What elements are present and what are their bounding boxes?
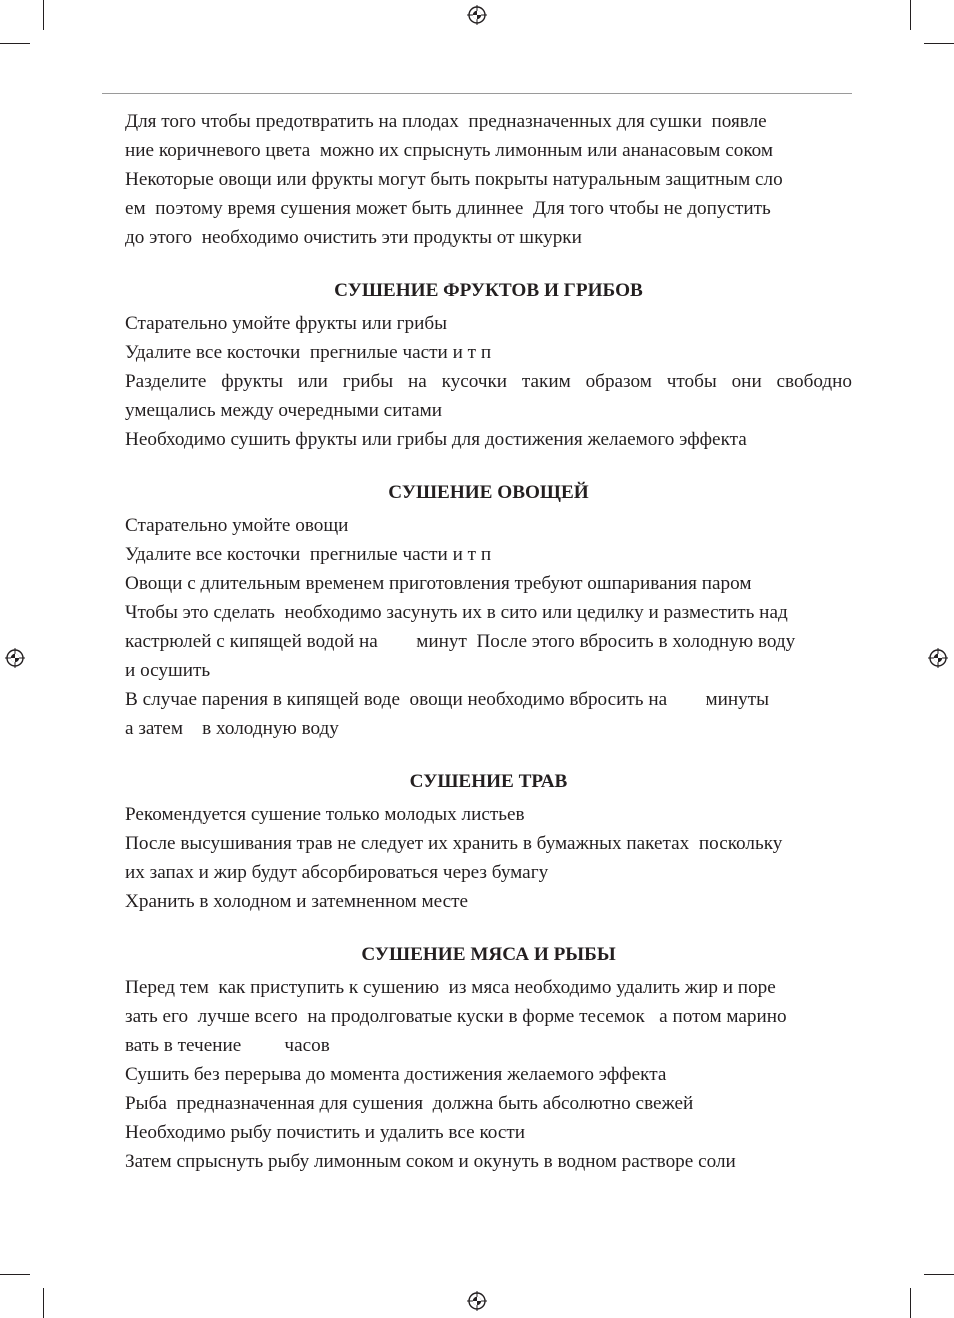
text-line: Затем спрыснуть рыбу лимонным соком и окунуть в водном растворе соли bbox=[125, 1151, 736, 1172]
text-line: вать в течение часов bbox=[125, 1035, 330, 1056]
section-heading: СУШЕНИЕ ТРАВ bbox=[409, 771, 568, 792]
section-meat-fish bbox=[125, 940, 852, 1176]
text-line: а затем в холодную воду bbox=[125, 718, 339, 739]
text-line: Чтобы это сделать необходимо засунуть их в сито или цедилку и разместить над bbox=[125, 602, 788, 623]
text-line: Рекомендуется сушение только молодых листьев bbox=[125, 804, 525, 825]
crop-mark-bottom-right-vertical bbox=[910, 1288, 911, 1318]
section-fruits-mushrooms bbox=[125, 276, 852, 454]
section-heading: СУШЕНИЕ ОВОЩЕЙ bbox=[388, 482, 589, 503]
text-line: до этого необходимо очистить эти продукты от шкурки bbox=[125, 227, 582, 248]
section-vegetables bbox=[125, 478, 852, 743]
text-line: кастрюлей с кипящей водой на минут После этого вбросить в холодную воду bbox=[125, 631, 796, 652]
section-herbs bbox=[125, 767, 852, 916]
text-line: Старательно умойте фрукты или грибы bbox=[125, 313, 448, 334]
section-heading: СУШЕНИЕ МЯСА И РЫБЫ bbox=[361, 944, 616, 965]
text-line: Перед тем как приступить к сушению из мяса необходимо удалить жир и поре bbox=[125, 977, 776, 998]
text-line: Удалите все косточки прегнилые части и т п bbox=[125, 544, 492, 565]
text-line: Рыба предназначенная для сушения должна быть абсолютно свежей bbox=[125, 1093, 694, 1114]
crop-mark-top-right-vertical bbox=[910, 0, 911, 30]
text-line: Сушить без перерыва до момента достижения желаемого эффекта bbox=[125, 1064, 667, 1085]
text-line: Хранить в холодном и затемненном месте bbox=[125, 891, 469, 912]
crop-mark-top-left-vertical bbox=[43, 0, 44, 30]
header-rule bbox=[102, 93, 852, 94]
text-line: Овощи с длительным временем приготовления требуют ошпаривания паром bbox=[125, 573, 752, 594]
text-line: Разделите фрукты или грибы на кусочки таким образом чтобы они свободно bbox=[125, 371, 852, 392]
text-line: ем поэтому время сушения может быть длиннее Для того чтобы не допустить bbox=[125, 198, 771, 219]
text-line: ние коричневого цвета можно их спрыснуть лимонным или ананасовым соком bbox=[125, 140, 774, 161]
section-heading: СУШЕНИЕ ФРУКТОВ И ГРИБОВ bbox=[334, 280, 643, 301]
crop-mark-bottom-right-horizontal bbox=[924, 1274, 954, 1275]
text-line: Некоторые овощи или фрукты могут быть покрыты натуральным защитным сло bbox=[125, 169, 783, 190]
registration-mark-icon bbox=[467, 5, 487, 25]
text-line: их запах и жир будут абсорбироваться через бумагу bbox=[125, 862, 549, 883]
text-line: зать его лучше всего на продолговатые куски в форме тесемок а потом марино bbox=[125, 1006, 787, 1027]
registration-mark-icon bbox=[928, 648, 948, 668]
text-line: Для того чтобы предотвратить на плодах предназначенных для сушки появле bbox=[125, 111, 767, 132]
text-line: Удалите все косточки прегнилые части и т п bbox=[125, 342, 492, 363]
registration-mark-icon bbox=[467, 1291, 487, 1311]
document-body bbox=[125, 107, 852, 1176]
intro-paragraph bbox=[125, 107, 852, 252]
crop-mark-top-left-horizontal bbox=[0, 43, 30, 44]
crop-mark-bottom-left-horizontal bbox=[0, 1274, 30, 1275]
text-line: и осушить bbox=[125, 660, 211, 681]
text-line: В случае парения в кипящей воде овощи необходимо вбросить на минуты bbox=[125, 689, 770, 710]
text-line: Старательно умойте овощи bbox=[125, 515, 349, 536]
crop-mark-top-right-horizontal bbox=[924, 43, 954, 44]
crop-mark-bottom-left-vertical bbox=[43, 1288, 44, 1318]
text-line: Необходимо сушить фрукты или грибы для достижения желаемого эффекта bbox=[125, 429, 747, 450]
text-line: Необходимо рыбу почистить и удалить все кости bbox=[125, 1122, 526, 1143]
text-line: После высушивания трав не следует их хранить в бумажных пакетах поскольку bbox=[125, 833, 783, 854]
text-line: умещались между очередными ситами bbox=[125, 400, 443, 421]
registration-mark-icon bbox=[5, 648, 25, 668]
